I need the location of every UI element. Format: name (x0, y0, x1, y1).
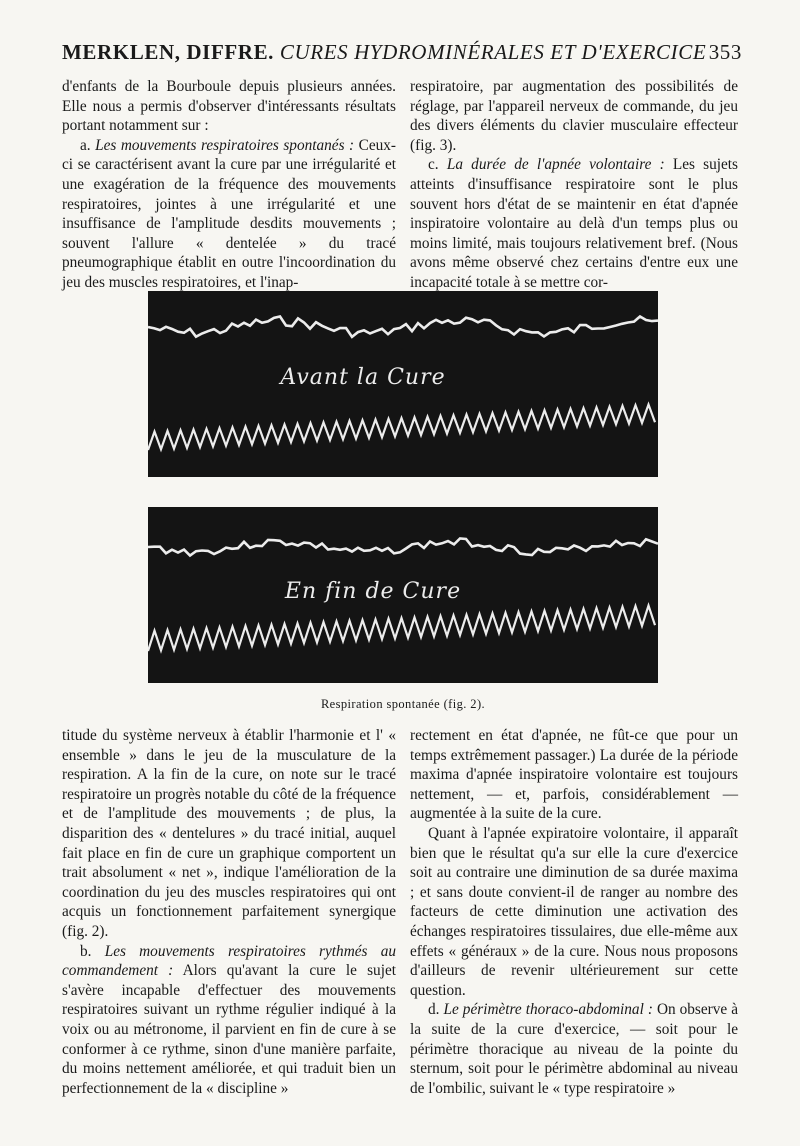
column-right-top (410, 77, 738, 293)
breathing-trace-lower (148, 606, 655, 652)
item-body: Ceux-ci se caractérisent avant la cure par une irrégularité et une exagération de la fréquence des mouvements respiratoires, jointes à une irrégularité et une insuffisance de l'amplitude desdits mouvements ; souvent l'allure « dentelée » du tracé pneumographique établit en outre l'incoordination du jeu des muscles respiratoires, et l'inap- (62, 136, 397, 291)
header-title: CURES HYDROMINÉRALES ET D'EXERCICE (279, 40, 707, 64)
paragraph: respiratoire, par augmentation des possibilités de réglage, par l'appareil nerveux de commande, du jeu des divers éléments du clavier musculaire effecteur (fig. 3). (410, 78, 738, 154)
trace-panel-before (148, 291, 658, 477)
item-heading: Les mouvements respiratoires rythmés au commandement : (62, 942, 396, 980)
page-number: 353 (708, 40, 742, 64)
item-heading: La durée de l'apnée volontaire : (446, 156, 665, 174)
column-left-top (62, 77, 396, 293)
item-heading: Le périmètre thoraco-abdominal : (443, 1001, 653, 1019)
paragraph-d (410, 1000, 738, 1098)
figure-pneumograph (148, 291, 658, 683)
item-heading: Les mouvements respiratoires spontanés : (95, 136, 355, 154)
paragraph: rectement en état d'apnée, ne fût-ce que pour un temps extrêmement passager.) La durée de la période maxima d'apnée inspiratoire volontaire est toujours nettement, — et, parfois, considérablement — augmentée à la suite de la cure. (410, 727, 738, 823)
figure-caption: Respiration spontanée (fig. 2). (320, 697, 486, 711)
paragraph: d'enfants de la Bourboule depuis plusieurs années. Elle nous a permis d'observer d'intéressants résultats portant notamment sur : (62, 78, 396, 135)
paragraph-c (410, 155, 738, 292)
breathing-trace-lower (148, 405, 655, 451)
item-label: b. (80, 942, 92, 960)
trace-panel-after (148, 507, 658, 683)
paragraph: Quant à l'apnée expiratoire volontaire, il apparaît bien que le résultat qu'a sur elle la cure d'exercice soit au contraire une diminution de sa durée maxima ; et sans doute convient-il de ranger au nombre des facteurs de cette diminution une activation des échanges respiratoires tissulaires, due elle-même aux effets « généraux » de la cure. Nous nous proposons d'ailleurs de revenir ultérieurement sur cette question. (410, 824, 738, 999)
paragraph-a (62, 136, 396, 293)
item-body: Les sujets atteints d'insuffisance respiratoire sont le plus souvent hors d'état de se maintenir en état d'apnée inspiratoire volontaire au delà d'un temps plus ou moins limité, mais toujours relativement bref. (Nous avons même observé chez certains d'entre eux une incapacité totale à se mettre cor- (410, 156, 738, 291)
item-label: a. (80, 136, 91, 154)
column-left-bottom (62, 726, 396, 1098)
paragraph-b (62, 942, 396, 1099)
item-label: c. (428, 156, 439, 174)
breathing-trace-upper (148, 539, 658, 556)
panel-label-after: En fin de Cure (284, 579, 462, 604)
running-head (62, 40, 742, 70)
panel-label-before: Avant la Cure (280, 365, 446, 390)
item-label: d. (428, 1001, 440, 1019)
breathing-trace-upper (148, 317, 658, 337)
item-body: On observe à la suite de la cure d'exercice, — soit pour le périmètre thoracique au niveau de la pointe du sternum, soit pour le périmètre abdominal au niveau de l'ombilic, suivant le « type respiratoire » (410, 1001, 738, 1097)
item-body: Alors qu'avant la cure le sujet s'avère incapable d'effectuer des mouvements respiratoires suivant un rythme régulier indiqué à la voix ou au métronome, il parvient en fin de cure à se conformer à ce rythme, sinon d'une manière parfaite, du moins nettement améliorée, et qui traduit bien un perfectionnement de la « discipline » (62, 962, 396, 1097)
paragraph: titude du système nerveux à établir l'harmonie et l' « ensemble » dans le jeu de la musculature de la respiration. A la fin de la cure, on note sur le tracé respiratoire un progrès notable du côté de la fréquence et de l'amplitude des mouvements ; de plus, la disparition des « dentelures » du tracé initial, auquel fait place en fin de cure un graphique comportent un trait absolument « net », indique l'amélioration de la coordination du jeu des muscles respiratoires qui ont acquis un fonctionnement parfaitement synergique (fig. 2). (62, 727, 396, 940)
column-right-bottom (410, 726, 738, 1098)
header-authors: MERKLEN, DIFFRE. (62, 40, 275, 64)
